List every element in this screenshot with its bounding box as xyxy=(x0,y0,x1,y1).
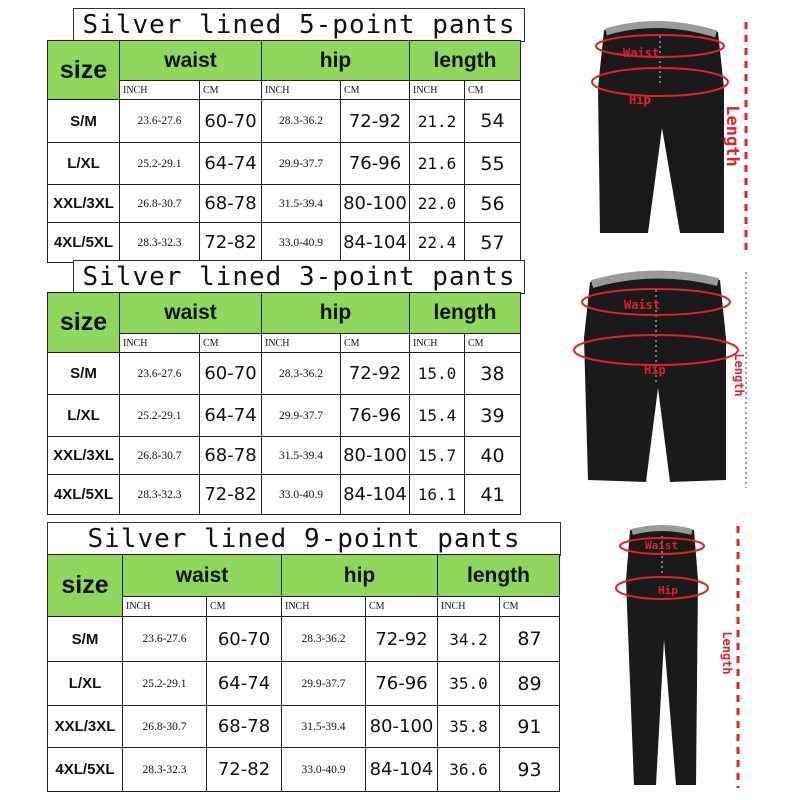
table-row xyxy=(48,475,521,515)
shorts-3-point-illustration xyxy=(560,268,760,493)
length-inch-cell: 22.4 xyxy=(410,223,465,263)
size-cell: XXL/3XL xyxy=(48,437,120,475)
section-title: Silver lined 5-point pants xyxy=(73,8,525,42)
size-cell: 4XL/5XL xyxy=(48,748,123,792)
size-cell: XXL/3XL xyxy=(48,706,123,748)
length-inch-cell: 22.0 xyxy=(410,185,465,223)
unit-inch-label: INCH xyxy=(410,334,465,353)
hip-inch-cell: 31.5-39.4 xyxy=(262,185,341,223)
waist-label: Waist xyxy=(624,298,661,312)
waist-label: Waist xyxy=(645,539,679,552)
leggings-9-point-illustration xyxy=(612,520,752,792)
size-cell: L/XL xyxy=(48,143,120,185)
length-inch-cell: 36.6 xyxy=(438,748,500,792)
waist-cm-cell: 72-82 xyxy=(207,748,282,792)
unit-inch-label: INCH xyxy=(282,597,366,617)
length-cm-cell: 93 xyxy=(500,748,560,792)
waist-cm-cell: 60-70 xyxy=(200,100,262,143)
hip-inch-cell: 29.9-37.7 xyxy=(262,143,341,185)
unit-cm-label: CM xyxy=(500,597,560,617)
waist-header: waist xyxy=(120,41,262,81)
waist-inch-cell: 23.6-27.6 xyxy=(120,353,200,395)
hip-cm-cell: 72-92 xyxy=(366,617,438,662)
hip-inch-cell: 28.3-36.2 xyxy=(262,100,341,143)
length-cm-cell: 38 xyxy=(465,353,521,395)
unit-cm-label: CM xyxy=(366,597,438,617)
table-row xyxy=(48,437,521,475)
waist-inch-cell: 28.3-32.3 xyxy=(120,223,200,263)
length-label: Length xyxy=(720,631,734,675)
waist-inch-cell: 25.2-29.1 xyxy=(120,143,200,185)
unit-inch-label: INCH xyxy=(123,597,207,617)
length-cm-cell: 56 xyxy=(465,185,521,223)
unit-cm-label: CM xyxy=(341,334,410,353)
hip-header: hip xyxy=(262,41,410,81)
unit-inch-label: INCH xyxy=(120,81,200,100)
hip-inch-cell: 29.9-37.7 xyxy=(262,395,341,437)
unit-cm-label: CM xyxy=(465,334,521,353)
waist-inch-cell: 25.2-29.1 xyxy=(123,662,207,706)
table-row xyxy=(48,353,521,395)
unit-inch-label: INCH xyxy=(262,334,341,353)
waist-cm-cell: 68-78 xyxy=(200,437,262,475)
waist-cm-cell: 72-82 xyxy=(200,475,262,515)
hip-inch-cell: 28.3-36.2 xyxy=(262,353,341,395)
length-cm-cell: 40 xyxy=(465,437,521,475)
hip-header: hip xyxy=(262,293,410,334)
length-header: length xyxy=(410,41,521,81)
size-cell: 4XL/5XL xyxy=(48,223,120,263)
hip-inch-cell: 33.0-40.9 xyxy=(282,748,366,792)
length-cm-cell: 55 xyxy=(465,143,521,185)
waist-cm-cell: 60-70 xyxy=(207,617,282,662)
hip-inch-cell: 33.0-40.9 xyxy=(262,475,341,515)
unit-inch-label: INCH xyxy=(410,81,465,100)
hip-cm-cell: 72-92 xyxy=(341,353,410,395)
unit-cm-label: CM xyxy=(207,597,282,617)
size-cell: L/XL xyxy=(48,395,120,437)
unit-inch-label: INCH xyxy=(438,597,500,617)
hip-cm-cell: 80-100 xyxy=(366,706,438,748)
length-inch-cell: 16.1 xyxy=(410,475,465,515)
hip-cm-cell: 84-104 xyxy=(366,748,438,792)
waist-inch-cell: 23.6-27.6 xyxy=(120,100,200,143)
hip-cm-cell: 80-100 xyxy=(341,437,410,475)
hip-inch-cell: 33.0-40.9 xyxy=(262,223,341,263)
table-row xyxy=(48,143,521,185)
hip-inch-cell: 28.3-36.2 xyxy=(282,617,366,662)
size-cell: XXL/3XL xyxy=(48,185,120,223)
hip-inch-cell: 31.5-39.4 xyxy=(262,437,341,475)
length-inch-cell: 21.2 xyxy=(410,100,465,143)
table-row xyxy=(48,100,521,143)
size-header: size xyxy=(48,293,120,353)
length-cm-cell: 54 xyxy=(465,100,521,143)
size-table xyxy=(47,40,521,263)
length-cm-cell: 91 xyxy=(500,706,560,748)
size-table xyxy=(47,292,521,515)
length-cm-cell: 89 xyxy=(500,662,560,706)
hip-cm-cell: 72-92 xyxy=(341,100,410,143)
unit-inch-label: INCH xyxy=(262,81,341,100)
size-cell: S/M xyxy=(48,100,120,143)
length-header: length xyxy=(410,293,521,334)
length-cm-cell: 41 xyxy=(465,475,521,515)
shorts-5-point-illustration xyxy=(580,18,760,253)
length-cm-cell: 57 xyxy=(465,223,521,263)
length-header: length xyxy=(438,555,560,597)
length-cm-cell: 87 xyxy=(500,617,560,662)
waist-header: waist xyxy=(120,293,262,334)
waist-cm-cell: 68-78 xyxy=(200,185,262,223)
waist-inch-cell: 26.8-30.7 xyxy=(123,706,207,748)
hip-cm-cell: 84-104 xyxy=(341,475,410,515)
hip-header: hip xyxy=(282,555,438,597)
waist-inch-cell: 28.3-32.3 xyxy=(120,475,200,515)
waist-cm-cell: 64-74 xyxy=(200,395,262,437)
waist-header: waist xyxy=(123,555,282,597)
hip-cm-cell: 80-100 xyxy=(341,185,410,223)
hip-inch-cell: 29.9-37.7 xyxy=(282,662,366,706)
section-title: Silver lined 9-point pants xyxy=(47,522,561,556)
length-inch-cell: 35.0 xyxy=(438,662,500,706)
hip-cm-cell: 76-96 xyxy=(366,662,438,706)
unit-cm-label: CM xyxy=(341,81,410,100)
waist-cm-cell: 64-74 xyxy=(207,662,282,706)
size-cell: S/M xyxy=(48,353,120,395)
length-inch-cell: 15.7 xyxy=(410,437,465,475)
waist-label: Waist xyxy=(623,46,660,60)
size-cell: S/M xyxy=(48,617,123,662)
hip-label: Hip xyxy=(644,363,666,377)
size-cell: L/XL xyxy=(48,662,123,706)
length-label: Length xyxy=(722,105,742,167)
unit-cm-label: CM xyxy=(200,81,262,100)
unit-cm-label: CM xyxy=(465,81,521,100)
waist-cm-cell: 60-70 xyxy=(200,353,262,395)
table-row xyxy=(48,617,560,662)
waist-inch-cell: 26.8-30.7 xyxy=(120,185,200,223)
length-inch-cell: 35.8 xyxy=(438,706,500,748)
waist-inch-cell: 25.2-29.1 xyxy=(120,395,200,437)
waist-inch-cell: 28.3-32.3 xyxy=(123,748,207,792)
table-row xyxy=(48,662,560,706)
size-header: size xyxy=(48,41,120,100)
length-inch-cell: 15.4 xyxy=(410,395,465,437)
unit-cm-label: CM xyxy=(200,334,262,353)
table-row xyxy=(48,185,521,223)
length-inch-cell: 34.2 xyxy=(438,617,500,662)
length-inch-cell: 21.6 xyxy=(410,143,465,185)
hip-inch-cell: 31.5-39.4 xyxy=(282,706,366,748)
unit-inch-label: INCH xyxy=(120,334,200,353)
hip-cm-cell: 76-96 xyxy=(341,395,410,437)
waist-cm-cell: 64-74 xyxy=(200,143,262,185)
waist-inch-cell: 23.6-27.6 xyxy=(123,617,207,662)
table-row xyxy=(48,706,560,748)
size-header: size xyxy=(48,555,123,617)
length-cm-cell: 39 xyxy=(465,395,521,437)
hip-cm-cell: 84-104 xyxy=(341,223,410,263)
waist-cm-cell: 68-78 xyxy=(207,706,282,748)
waist-cm-cell: 72-82 xyxy=(200,223,262,263)
section-title: Silver lined 3-point pants xyxy=(73,260,525,294)
length-inch-cell: 15.0 xyxy=(410,353,465,395)
hip-label: Hip xyxy=(658,584,678,597)
table-row xyxy=(48,395,521,437)
hip-cm-cell: 76-96 xyxy=(341,143,410,185)
hip-label: Hip xyxy=(629,93,651,107)
length-label: Length xyxy=(732,353,746,397)
table-row xyxy=(48,223,521,263)
size-cell: 4XL/5XL xyxy=(48,475,120,515)
waist-inch-cell: 26.8-30.7 xyxy=(120,437,200,475)
table-row xyxy=(48,748,560,792)
size-table xyxy=(47,554,560,792)
